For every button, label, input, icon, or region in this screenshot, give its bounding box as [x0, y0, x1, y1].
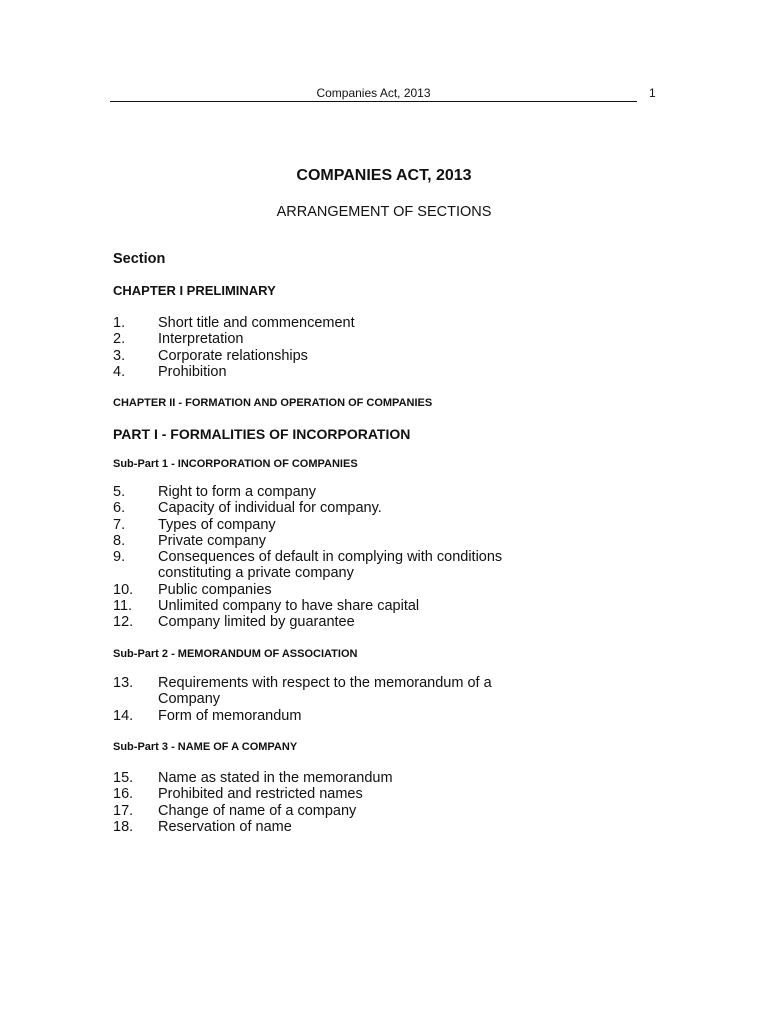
list-item: [113, 500, 653, 516]
header-rule: [110, 101, 637, 102]
item-number: 3.: [113, 347, 126, 364]
item-number: 16.: [113, 786, 134, 803]
item-text: Reservation of name: [158, 818, 292, 835]
item-text: Company limited by guarantee: [158, 614, 355, 631]
item-number: 5.: [113, 484, 126, 500]
running-header: Companies Act, 2013: [316, 86, 431, 100]
list-item: [113, 315, 653, 331]
item-number: 12.: [113, 614, 134, 631]
item-text: Prohibited and restricted names: [158, 786, 363, 803]
item-number: 1.: [113, 315, 126, 331]
item-text: Right to form a company: [158, 484, 316, 500]
item-text: Interpretation: [158, 331, 244, 348]
item-number: 11.: [113, 598, 133, 615]
subpart-3-heading: Sub-Part 3 - NAME OF A COMPANY: [113, 741, 298, 753]
list-item: [113, 614, 653, 630]
list-item: [113, 484, 653, 500]
item-text: Short title and commencement: [158, 315, 355, 331]
chapter-1-heading: CHAPTER I PRELIMINARY: [113, 283, 276, 298]
page-number: 1: [649, 86, 656, 100]
chapter-1-list: [113, 315, 653, 380]
document-title: COMPANIES ACT, 2013: [296, 167, 472, 184]
item-text: Corporate relationships: [158, 347, 308, 364]
list-item: [113, 331, 653, 347]
item-number: 2.: [113, 331, 126, 348]
list-item: [113, 517, 653, 533]
list-item: [113, 708, 653, 724]
chapter-2-heading: CHAPTER II - FORMATION AND OPERATION OF COMPANIES: [113, 397, 433, 409]
item-number: 7.: [113, 516, 126, 533]
item-number: 14.: [113, 707, 134, 724]
item-text: Public companies: [158, 581, 272, 598]
item-text: Unlimited company to have share capital: [158, 598, 420, 615]
item-number: 18.: [113, 818, 134, 835]
item-text: Change of name of a company: [158, 802, 357, 819]
list-item: [113, 786, 653, 802]
item-text: Name as stated in the memorandum: [158, 770, 393, 786]
item-text: Requirements with respect to the memorandum of a Company: [158, 675, 492, 708]
item-number: 4.: [113, 363, 126, 380]
list-item: [113, 364, 653, 380]
item-text: Capacity of individual for company.: [158, 500, 382, 517]
subpart-2-list: [113, 675, 653, 724]
item-number: 17.: [113, 802, 134, 819]
list-item: [113, 348, 653, 364]
list-item: [113, 819, 653, 835]
list-item: [113, 549, 653, 582]
list-item: [113, 770, 653, 786]
subpart-3-list: [113, 770, 653, 835]
item-text: Consequences of default in complying with conditions constituting a private company: [158, 549, 503, 582]
item-number: 10.: [113, 581, 134, 598]
item-number: 15.: [113, 770, 134, 786]
list-item: [113, 598, 653, 614]
list-item: [113, 803, 653, 819]
list-item: [113, 582, 653, 598]
item-text: Prohibition: [158, 363, 227, 380]
item-text: Form of memorandum: [158, 707, 302, 724]
item-number: 8.: [113, 532, 126, 549]
item-number: 13.: [113, 675, 134, 691]
list-item: [113, 533, 653, 549]
document-subtitle: ARRANGEMENT OF SECTIONS: [276, 204, 492, 220]
item-number: 9.: [113, 549, 126, 566]
section-label: Section: [113, 251, 166, 267]
item-text: Types of company: [158, 516, 276, 533]
part-1-heading: PART I - FORMALITIES OF INCORPORATION: [113, 426, 411, 442]
item-text: Private company: [158, 532, 266, 549]
subpart-1-list: [113, 484, 653, 631]
subpart-2-heading: Sub-Part 2 - MEMORANDUM OF ASSOCIATION: [113, 648, 358, 660]
list-item: [113, 675, 653, 708]
item-number: 6.: [113, 500, 126, 517]
subpart-1-heading: Sub-Part 1 - INCORPORATION OF COMPANIES: [113, 458, 358, 470]
